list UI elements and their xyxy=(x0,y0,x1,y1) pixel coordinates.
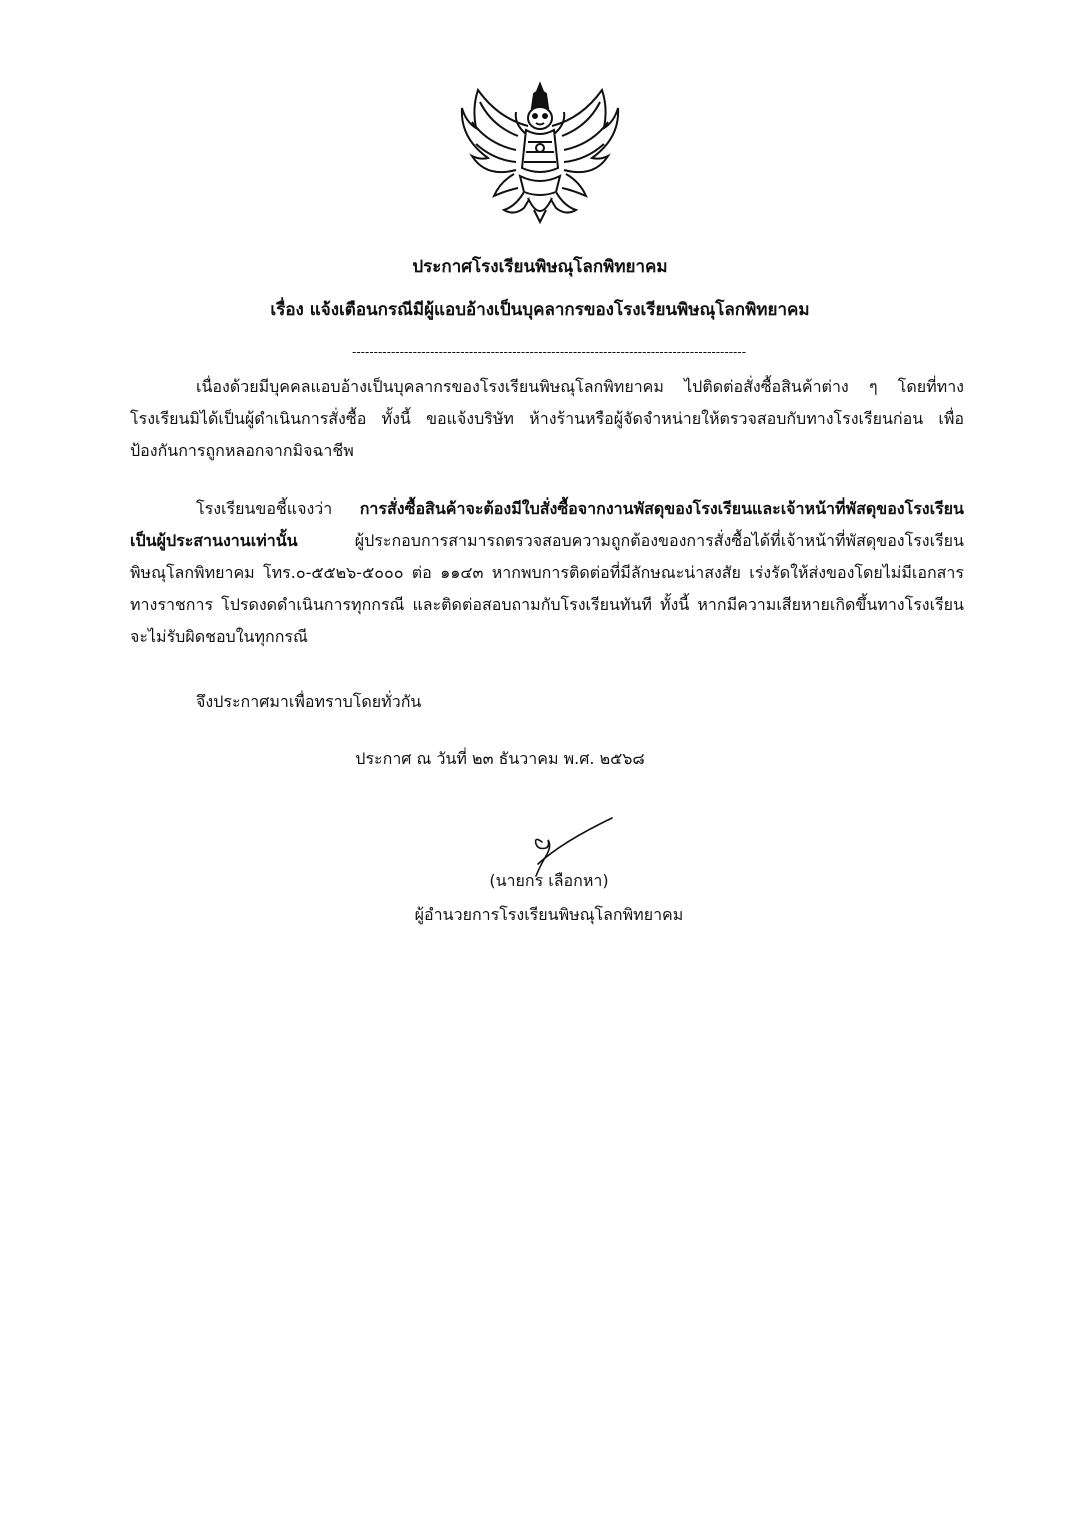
garuda-emblem-icon xyxy=(458,78,622,228)
announcement-subject: เรื่อง แจ้งเตือนกรณีมีผู้แอบอ้างเป็นบุคลากรของโรงเรียนพิษณุโลกพิทยาคม xyxy=(270,300,810,320)
paragraph-1: เนื่องด้วยมีบุคคลแอบอ้างเป็นบุคลากรของโรงเรียนพิษณุโลกพิทยาคม ไปติดต่อสั่งซื้อสินค้าต่าง ๆ โดยที่ทางโรงเรียนมิได้เป็นผู้ดำเนินการสั่งซื้อ ทั้งนี้ ขอแจ้งบริษัท ห้างร้านหรือผู้จัดจำหน่ายให้ตรวจสอบกับทางโรงเรียนก่อน เพื่อป้องกันการถูกหลอกจากมิจฉาชีพ xyxy=(130,377,964,460)
announcement-date: ประกาศ ณ วันที่ ๒๓ ธันวาคม พ.ศ. ๒๕๖๘ xyxy=(355,749,645,768)
signer-position: ผู้อำนวยการโรงเรียนพิษณุโลกพิทยาคม xyxy=(414,905,684,924)
signer-name: (นายกร เลือกหา) xyxy=(489,871,609,890)
paragraph-2-bold: การสั่งซื้อสินค้าจะต้องมีใบสั่งซื้อจากงานพัสดุของโรงเรียนและเจ้าหน้าที่พัสดุของโรงเรียนเป็นผู้ประสานงานเท่านั้น xyxy=(130,499,964,550)
paragraph-2-intro: โรงเรียนขอชี้แจงว่า xyxy=(196,499,360,518)
paragraph-2-rest: ผู้ประกอบการสามารถตรวจสอบความถูกต้องของการสั่งซื้อได้ที่เจ้าหน้าที่พัสดุของโรงเรียนพิษณุโลกพิทยาคม โทร.๐-๕๕๒๖-๕๐๐๐ ต่อ ๑๑๔๓ หากพบการติดต่อที่มีลักษณะน่าสงสัย เร่งรัดให้ส่งของโดยไม่มีเอกสารทางราชการ โปรดงดดำเนินการทุกกรณี และติดต่อสอบถามกับโรงเรียนทันที ทั้งนี้ หากมีความเสียหายเกิดขึ้นทางโรงเรียนจะไม่รับผิดชอบในทุกกรณี xyxy=(130,531,965,646)
paragraph-3: จึงประกาศมาเพื่อทราบโดยทั่วกัน xyxy=(196,692,422,711)
divider-line: ------------------------------------------------------------------------------------------- xyxy=(352,345,746,359)
paragraph-2 xyxy=(130,493,964,653)
announcement-title: ประกาศโรงเรียนพิษณุโลกพิทยาคม xyxy=(412,257,668,277)
